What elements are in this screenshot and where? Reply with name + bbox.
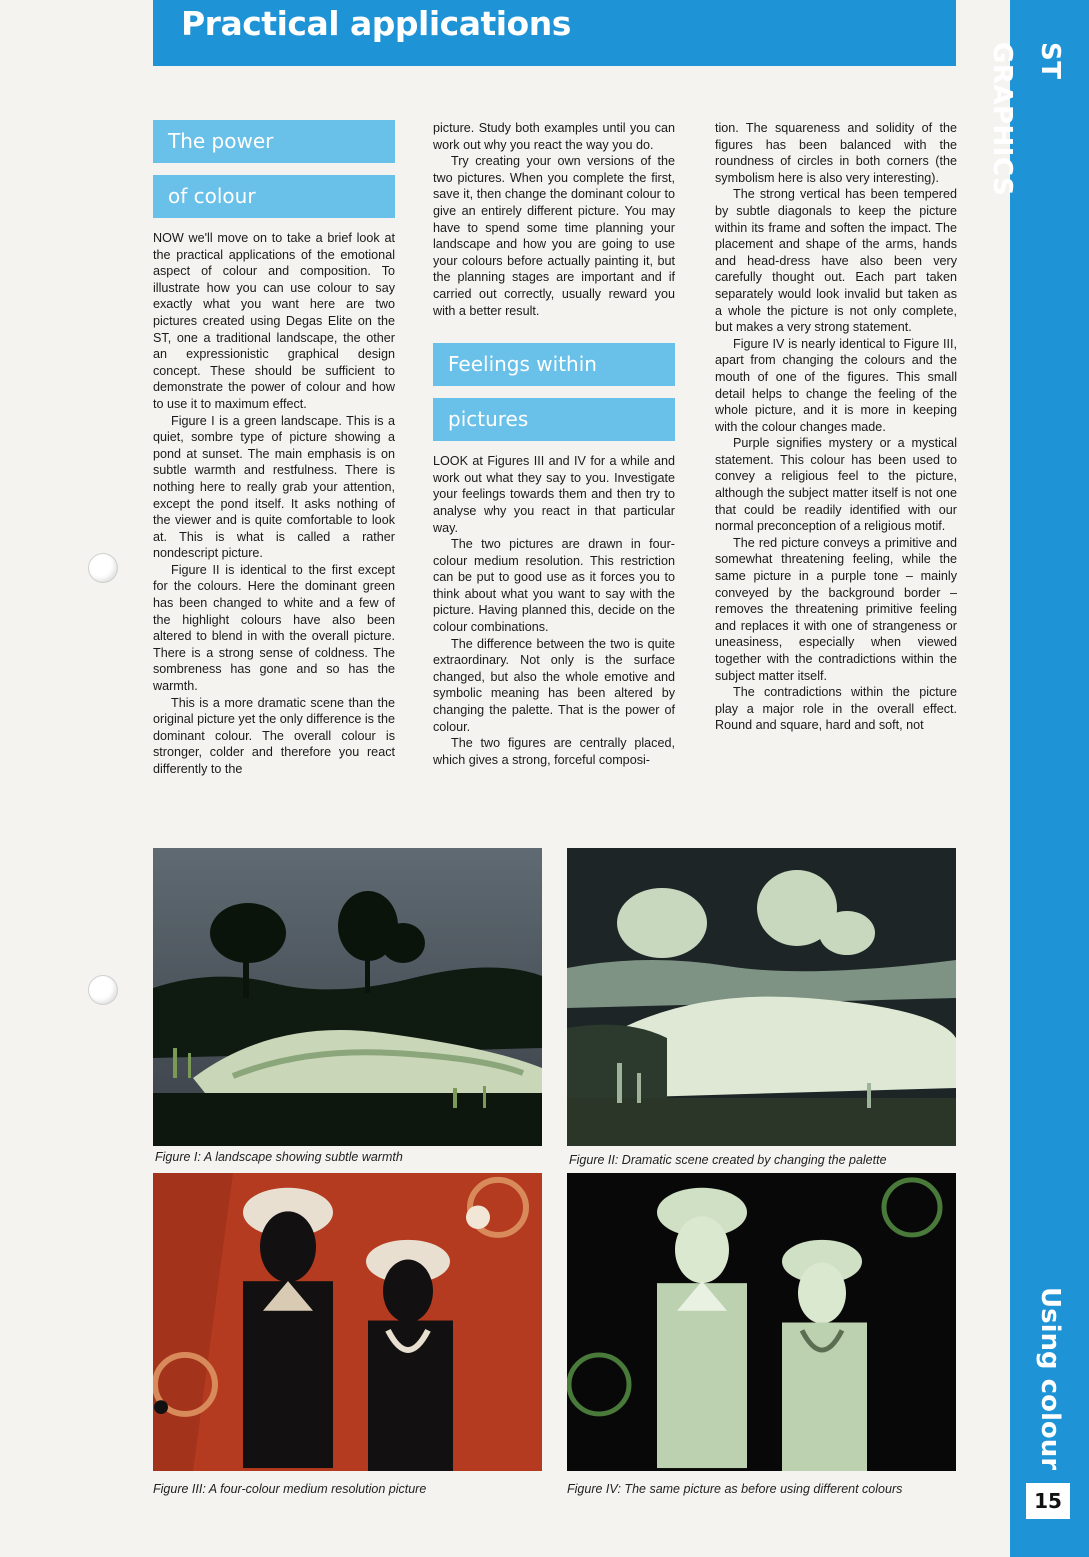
figure-1-caption: Figure I: A landscape showing subtle warmth	[155, 1150, 403, 1164]
paragraph: Purple signifies mystery or a mystical statement. This colour has been used to convey a religious feel to the picture, although the subject matter itself is not one that could be readily identified with our normal preconception of a religious motif.	[715, 436, 957, 534]
paragraph: Try creating your own versions of the two pictures. When you complete the first, save it, then change the dominant colour to give an entirely different picture. You may have to spend some time planning your landscape and how you are going to use your colours before actually painting it, but the planning stages are important and if carried out correctly, usually reward you with a better result.	[433, 154, 675, 318]
paragraph: picture. Study both examples until you can work out why you react the way you do.	[433, 121, 675, 152]
paragraph: This is a more dramatic scene than the original picture yet the only difference is the dominant colour. The overall colour is stronger, colder and therefore you react differently to the	[153, 695, 395, 776]
paragraph: Figure I is a green landscape. This is a quiet, sombre type of picture showing a pond at sunset. The main emphasis is on subtle warmth and restfulness. There is nothing here to really grab your attention, except the pond itself. It asks nothing of the viewer and is quite comfortable to look at. This is what is called a rather nondescript picture.	[153, 413, 395, 561]
figure-4-image	[567, 1173, 956, 1471]
column-2	[433, 120, 675, 768]
figure-2-caption: Figure II: Dramatic scene created by changing the palette	[569, 1153, 887, 1167]
paragraph: Figure IV is nearly identical to Figure III, apart from changing the colours and the mouth of one of the figures. This small detail helps to change the feeling of the whole picture, and it is more in keeping with the colour changes made.	[715, 336, 957, 434]
binder-hole	[88, 975, 118, 1005]
section-label: ST GRAPHICS	[987, 42, 1065, 197]
page-number: 15	[1026, 1483, 1070, 1519]
paragraph: Figure II is identical to the first except for the colours. Here the dominant green has been changed to white and a few of the highlight colours have also been altered to blend in with the overall picture. There is a strong sense of coldness. The sombreness has gone and so has the warmth.	[153, 562, 395, 694]
paragraph: NOW we'll move on to take a brief look at the practical applications of the emotional aspect of colour and composition. To illustrate how you can use colour to say exactly what you want here are two pictures created using Degas Elite on the ST, one a traditional landscape, the other an expressionistic graphical design concept. These should be sufficient to demonstrate the power of colour and how to use it to maximum effect.	[153, 231, 395, 411]
paragraph: The difference between the two is quite extraordinary. Not only is the surface changed, but also the whole emotive and symbolic meaning has been altered by changing the palette. That is the power of colour.	[433, 636, 675, 734]
paragraph: tion. The squareness and solidity of the figures has been balanced with the roundness of circles in both corners (the symbolism here is also very interesting).	[715, 121, 957, 185]
figure-1-image	[153, 848, 542, 1146]
subhead: The power	[153, 120, 395, 163]
paragraph: The two figures are centrally placed, which gives a strong, forceful composi-	[433, 736, 675, 767]
subhead: Feelings within	[433, 343, 675, 386]
subhead: of colour	[153, 175, 395, 218]
paragraph: The red picture conveys a primitive and somewhat threatening feeling, while the same picture in a purple tone – mainly conveyed by the background border – removes the threatening primitive feeling and replaces it with one of strangeness or uneasiness, especially when viewed together with the contradictions within the subject matter itself.	[715, 535, 957, 683]
column-3	[715, 120, 957, 734]
figure-4-caption: Figure IV: The same picture as before using different colours	[567, 1482, 903, 1496]
paragraph: The two pictures are drawn in four-colour medium resolution. This restriction can be put to good use as it forces you to think about what you want to say with the picture. Having planned this, decide on the colour combinations.	[433, 537, 675, 635]
chapter-label: Using colour	[1035, 1287, 1065, 1471]
figure-3-image	[153, 1173, 542, 1471]
figure-2-image	[567, 848, 956, 1146]
paragraph: The contradictions within the picture play a major role in the overall effect. Round and square, hard and soft, not	[715, 685, 957, 733]
paragraph: LOOK at Figures III and IV for a while and work out what they say to you. Investigate your feelings towards them and then try to analyse why you react in that particular way.	[433, 454, 675, 535]
title-bar	[153, 0, 956, 66]
column-1	[153, 120, 395, 778]
binder-hole	[88, 553, 118, 583]
paragraph: The strong vertical has been tempered by subtle diagonals to keep the picture within its frame and soften the impact. The placement and shape of the arms, hands and head-dress have also been very carefully thought out. Each part taken separately would look invalid but taken as a whole the picture is not only complete, but makes a very strong statement.	[715, 187, 957, 335]
subhead: pictures	[433, 398, 675, 441]
page-title: Practical applications	[181, 4, 571, 43]
figure-3-caption: Figure III: A four-colour medium resolution picture	[153, 1482, 427, 1496]
